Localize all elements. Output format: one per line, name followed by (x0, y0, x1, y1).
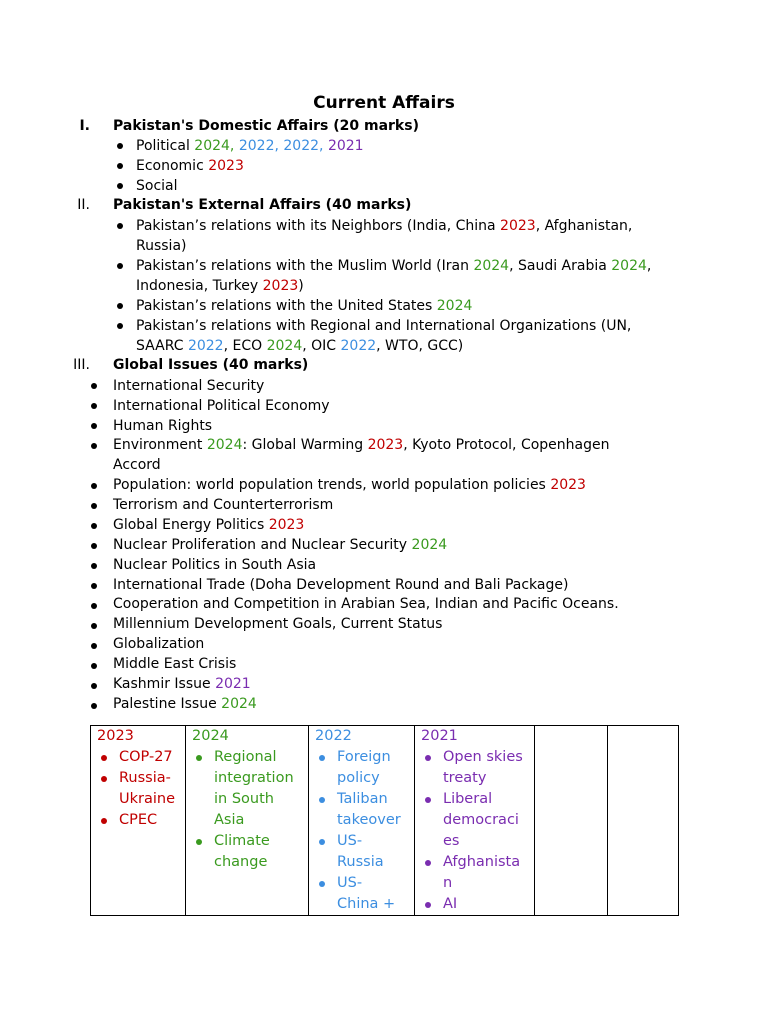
item-text: Pakistan’s relations with the Muslim World (Iran (136, 258, 469, 274)
year-tag-2023: 2023 (367, 437, 404, 453)
list-item-economic (136, 156, 244, 176)
page-title: Current Affairs (313, 93, 455, 113)
list-item-human-rights: Human Rights (113, 418, 213, 434)
item-text: ) (298, 278, 304, 294)
item-text: , Kyoto Protocol, Copenhagen (403, 437, 610, 453)
year-tag-2022: 2022, (283, 138, 324, 154)
list-item-environment (113, 435, 609, 455)
list-item: AI (421, 894, 534, 915)
bullet (91, 483, 97, 489)
bullet (91, 643, 97, 649)
list-item-mdg: Millennium Development Goals, Current Status (113, 616, 443, 632)
bullet (117, 163, 123, 169)
year-tag-2022: 2022, (238, 138, 279, 154)
list-item: Russia- Ukraine (97, 768, 185, 810)
year-tag-2024: 2024, (194, 138, 235, 154)
section-numeral-2: II. (77, 197, 90, 213)
bullet (91, 663, 97, 669)
list-item-united-states (136, 296, 472, 316)
bullet (91, 523, 97, 529)
bullet (91, 443, 97, 449)
column-year: 2021 (421, 728, 458, 744)
list-item: Climate change (192, 831, 308, 873)
list-item-muslim-world (136, 256, 651, 276)
list-item-middle-east: Middle East Crisis (113, 656, 237, 672)
bullet (91, 543, 97, 549)
year-tag-2023: 2023 (550, 477, 586, 493)
table-cell-2021 (415, 726, 535, 916)
section-numeral-1: I. (79, 118, 90, 134)
bullet (91, 583, 97, 589)
bullet (91, 383, 97, 389)
item-text: Kashmir Issue (113, 676, 211, 692)
list-item-palestine (113, 694, 257, 714)
item-text: Palestine Issue (113, 696, 217, 712)
year-tag-2023: 2023 (268, 517, 305, 533)
item-text: Political (136, 138, 190, 154)
list-item-neighbors (136, 216, 632, 236)
year-tag-2023: 2023 (208, 158, 244, 174)
list-item-nuclear (113, 535, 447, 555)
item-text: Global Energy Politics (113, 517, 265, 533)
item-text: , Afghanistan, (535, 218, 633, 234)
bullet (117, 303, 123, 309)
item-text: Economic (136, 158, 204, 174)
year-tag-2024: 2024 (221, 696, 257, 712)
bullet (91, 503, 97, 509)
item-text: , (646, 258, 652, 274)
list-item-organizations-cont (136, 336, 463, 356)
item-text: , WTO, GCC) (376, 338, 464, 354)
list-item-oceans: Cooperation and Competition in Arabian Sea, Indian and Pacific Oceans. (113, 596, 619, 612)
year-tag-2021: 2021 (215, 676, 251, 692)
column-year: 2022 (315, 728, 352, 744)
year-tag-2024: 2024 (436, 298, 473, 314)
item-text: , Saudi Arabia (509, 258, 607, 274)
list-item: Regional integration in South Asia (192, 747, 308, 831)
list-item: COP-27 (97, 747, 185, 768)
table-cell-2022 (309, 726, 415, 916)
section-heading-domestic: Pakistan's Domestic Affairs (20 marks) (113, 118, 419, 134)
section-heading-global: Global Issues (40 marks) (113, 357, 309, 373)
bullet (91, 423, 97, 429)
list-item: Taliban takeover (315, 789, 414, 831)
table-cell-empty (535, 726, 608, 916)
year-tag-2024: 2024 (611, 258, 647, 274)
list-item: Open skies treaty (421, 747, 534, 789)
item-text: Pakistan’s relations with its Neighbors (India, China (136, 218, 496, 234)
item-text: , OIC (302, 338, 337, 354)
section-heading-external: Pakistan's External Affairs (40 marks) (113, 197, 412, 213)
year-tag-2022: 2022 (340, 338, 377, 354)
bullet (91, 603, 97, 609)
list-item-globalization: Globalization (113, 636, 205, 652)
list-item-security: International Security (113, 378, 265, 394)
bullet (117, 263, 123, 269)
list-item: US- China + (315, 873, 414, 915)
list-item: CPEC (97, 810, 185, 831)
bullet (91, 683, 97, 689)
list-item-nuclear-south-asia: Nuclear Politics in South Asia (113, 557, 317, 573)
list-item-neighbors-cont: Russia) (136, 238, 187, 254)
year-tag-2024: 2024 (266, 338, 303, 354)
list-item: US- Russia (315, 831, 414, 873)
list-item-political-economy: International Political Economy (113, 398, 330, 414)
table-row (91, 726, 679, 916)
list-item-kashmir (113, 674, 251, 694)
year-tag-2023: 2023 (500, 218, 536, 234)
list-item-energy (113, 515, 304, 535)
bullet (117, 323, 123, 329)
list-item-social: Social (136, 178, 178, 194)
item-text: , ECO (223, 338, 263, 354)
list-item: Liberal democraci es (421, 789, 534, 852)
list-item-population (113, 475, 586, 495)
list-item: Afghanista n (421, 852, 534, 894)
bullet (117, 143, 123, 149)
table-cell-2023 (91, 726, 186, 916)
item-text: Pakistan’s relations with the United States (136, 298, 433, 314)
list-item-political (136, 136, 364, 156)
item-text: SAARC (136, 338, 184, 354)
item-text: Indonesia, Turkey (136, 278, 259, 294)
year-tag-2024: 2024 (473, 258, 510, 274)
list-item-terrorism: Terrorism and Counterterrorism (113, 497, 334, 513)
list-item: Foreign policy (315, 747, 414, 789)
year-topics-table (90, 725, 679, 916)
list-item-environment-cont: Accord (113, 457, 161, 473)
item-text: Environment (113, 437, 203, 453)
section-numeral-3: III. (73, 357, 90, 373)
year-tag-2022: 2022 (187, 338, 224, 354)
list-item-organizations: Pakistan’s relations with Regional and International Organizations (UN, (136, 318, 632, 334)
bullet (117, 223, 123, 229)
year-tag-2024: 2024 (206, 437, 243, 453)
year-tag-2021: 2021 (327, 138, 364, 154)
year-tag-2023: 2023 (262, 278, 299, 294)
list-item-muslim-world-cont (136, 276, 304, 296)
column-year: 2023 (97, 728, 134, 744)
item-text: Population: world population trends, world population policies (113, 477, 546, 493)
bullet (117, 183, 123, 189)
column-year: 2024 (192, 728, 229, 744)
bullet (91, 563, 97, 569)
year-tag-2024: 2024 (411, 537, 448, 553)
item-text: : Global Warming (242, 437, 364, 453)
item-text: Nuclear Proliferation and Nuclear Security (113, 537, 408, 553)
bullet (91, 703, 97, 709)
bullet (91, 623, 97, 629)
table-cell-2024 (186, 726, 309, 916)
table-cell-empty (608, 726, 679, 916)
list-item-trade: International Trade (Doha Development Round and Bali Package) (113, 577, 569, 593)
bullet (91, 403, 97, 409)
